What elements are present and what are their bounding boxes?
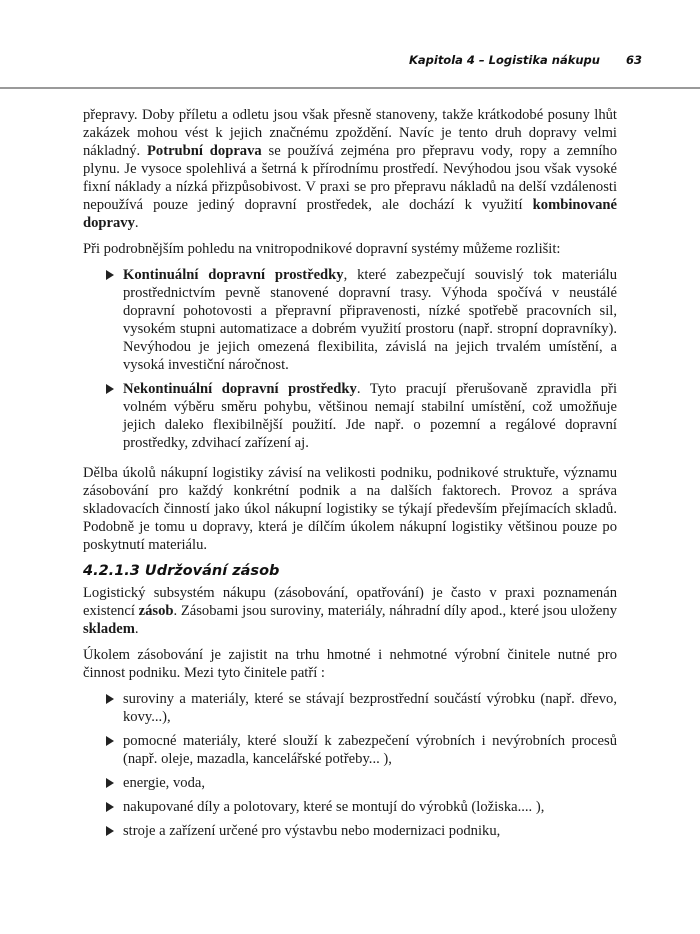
bold-term: kombinované dopravy — [83, 197, 617, 231]
text-run: Úkolem zásobování je zajistit na trhu hmotné i nehmotné výrobní činitele nutné pro činnost podniku. Mezi tyto činitele patří : — [83, 647, 617, 681]
list-item — [123, 798, 617, 816]
bold-term: Nekontinuální dopravní prostředky — [123, 381, 357, 397]
bold-term: zásob — [138, 603, 174, 619]
text-run: . — [134, 215, 139, 231]
bold-term: Kontinuální dopravní prostředky — [123, 267, 344, 283]
section-heading: 4.2.1.3 Udržování zásob — [83, 563, 280, 579]
triangle-bullet-icon — [106, 778, 114, 788]
list-item — [123, 266, 617, 374]
text-run: Dělba úkolů nákupní logistiky závisí na velikosti podniku, podnikové struktuře, významu zásobování pro každý konkrétní podnik a na dalších faktorech. Provoz a správa skladovacích činností jako úkol nákupní logistiky se týkají především přejímacích skladů. Podobně je tomu u dopravy, která je dílčím úkolem nákupní logistiky většinou pouze po poskytnutí materiálu. — [83, 465, 617, 553]
triangle-bullet-icon — [106, 802, 114, 812]
bullet-list — [83, 266, 617, 452]
text-run: suroviny a materiály, které se stávají bezprostřední součástí výrobku (např. dřevo, kovy...), — [123, 691, 617, 725]
triangle-bullet-icon — [106, 694, 114, 704]
list-item — [123, 380, 617, 452]
text-run: . — [134, 621, 139, 637]
list-item — [123, 822, 617, 840]
text-run: nakupované díly a polotovary, které se montují do výrobků (ložiska.... ), — [123, 799, 545, 815]
chapter-title: Kapitola 4 – Logistika nákupu — [408, 53, 600, 67]
text-run: . Zásobami jsou suroviny, materiály, náhradní díly apod., které jsou uloženy — [173, 603, 617, 619]
bold-term: Potrubní doprava — [147, 143, 262, 159]
running-header — [409, 53, 642, 67]
text-run: , které zabezpečují souvislý tok materiálu prostřednictvím pevně stanovené dopravní trasy. Výhoda spočívá v neustálé dopravní pohotovosti a přepravní připravenosti, nízké spotřebě pracovních sil, vysokém stupni automatizace a dobrém využití prostoru (např. stropní dopravníky). Nevýhodou je jejich omezená flexibilita, závislá na jejich trvalém umístění, a vysoká investiční náročnost. — [123, 267, 617, 373]
bullet-list — [83, 690, 617, 840]
text-run: Při podrobnějším pohledu na vnitropodnikové dopravní systémy můžeme rozlišit: — [83, 241, 561, 257]
bold-term: skladem — [83, 621, 135, 637]
paragraph — [83, 106, 617, 232]
paragraph — [83, 646, 617, 682]
triangle-bullet-icon — [106, 736, 114, 746]
triangle-bullet-icon — [106, 270, 114, 280]
triangle-bullet-icon — [106, 826, 114, 836]
text-run: se používá zejména pro přepravu vody, ropy a zemního plynu. Je vysoce spolehlivá a šetrná k přírodnímu prostředí. Nevýhodou jsou však vysoké fixní náklady a nízká přizpůsobivost. V praxi se pro přepravu nákladů na delší vzdálenosti nepoužívá pouze jediný dopravní prostředek, ale dochází k využití — [83, 143, 617, 213]
text-run: pomocné materiály, které slouží k zabezpečení výrobních i nevýrobních procesů (např. oleje, mazadla, kancelářské potřeby... ), — [123, 733, 617, 767]
text-run: . Tyto pracují přerušovaně zpravidla při volném výběru směru pohybu, většinou nemají stabilní umístění, což umožňuje jejich daleko flexibilnější použití. Jde např. o pozemní a regálové dopravní prostředky, zdvihací zařízení aj. — [123, 381, 617, 451]
list-item — [123, 774, 617, 792]
page-body — [83, 106, 617, 852]
page-number: 63 — [625, 53, 642, 67]
text-run: přepravy. Doby příletu a odletu jsou však přesně stanoveny, takže krátkodobé posuny lhůt zakázek mohou vést k jejich značnému zpoždění. Navíc je tento druh dopravy velmi nákladný. — [83, 107, 617, 159]
header-rule — [0, 87, 700, 89]
list-item — [123, 732, 617, 768]
triangle-bullet-icon — [106, 384, 114, 394]
paragraph — [83, 464, 617, 554]
list-item — [123, 690, 617, 726]
text-run: stroje a zařízení určené pro výstavbu nebo modernizaci podniku, — [123, 823, 501, 839]
paragraph — [83, 584, 617, 638]
text-run: Logistický subsystém nákupu (zásobování, opatřování) je často v praxi poznamenán existencí — [83, 585, 617, 619]
paragraph — [83, 240, 617, 258]
text-run: energie, voda, — [123, 775, 205, 791]
